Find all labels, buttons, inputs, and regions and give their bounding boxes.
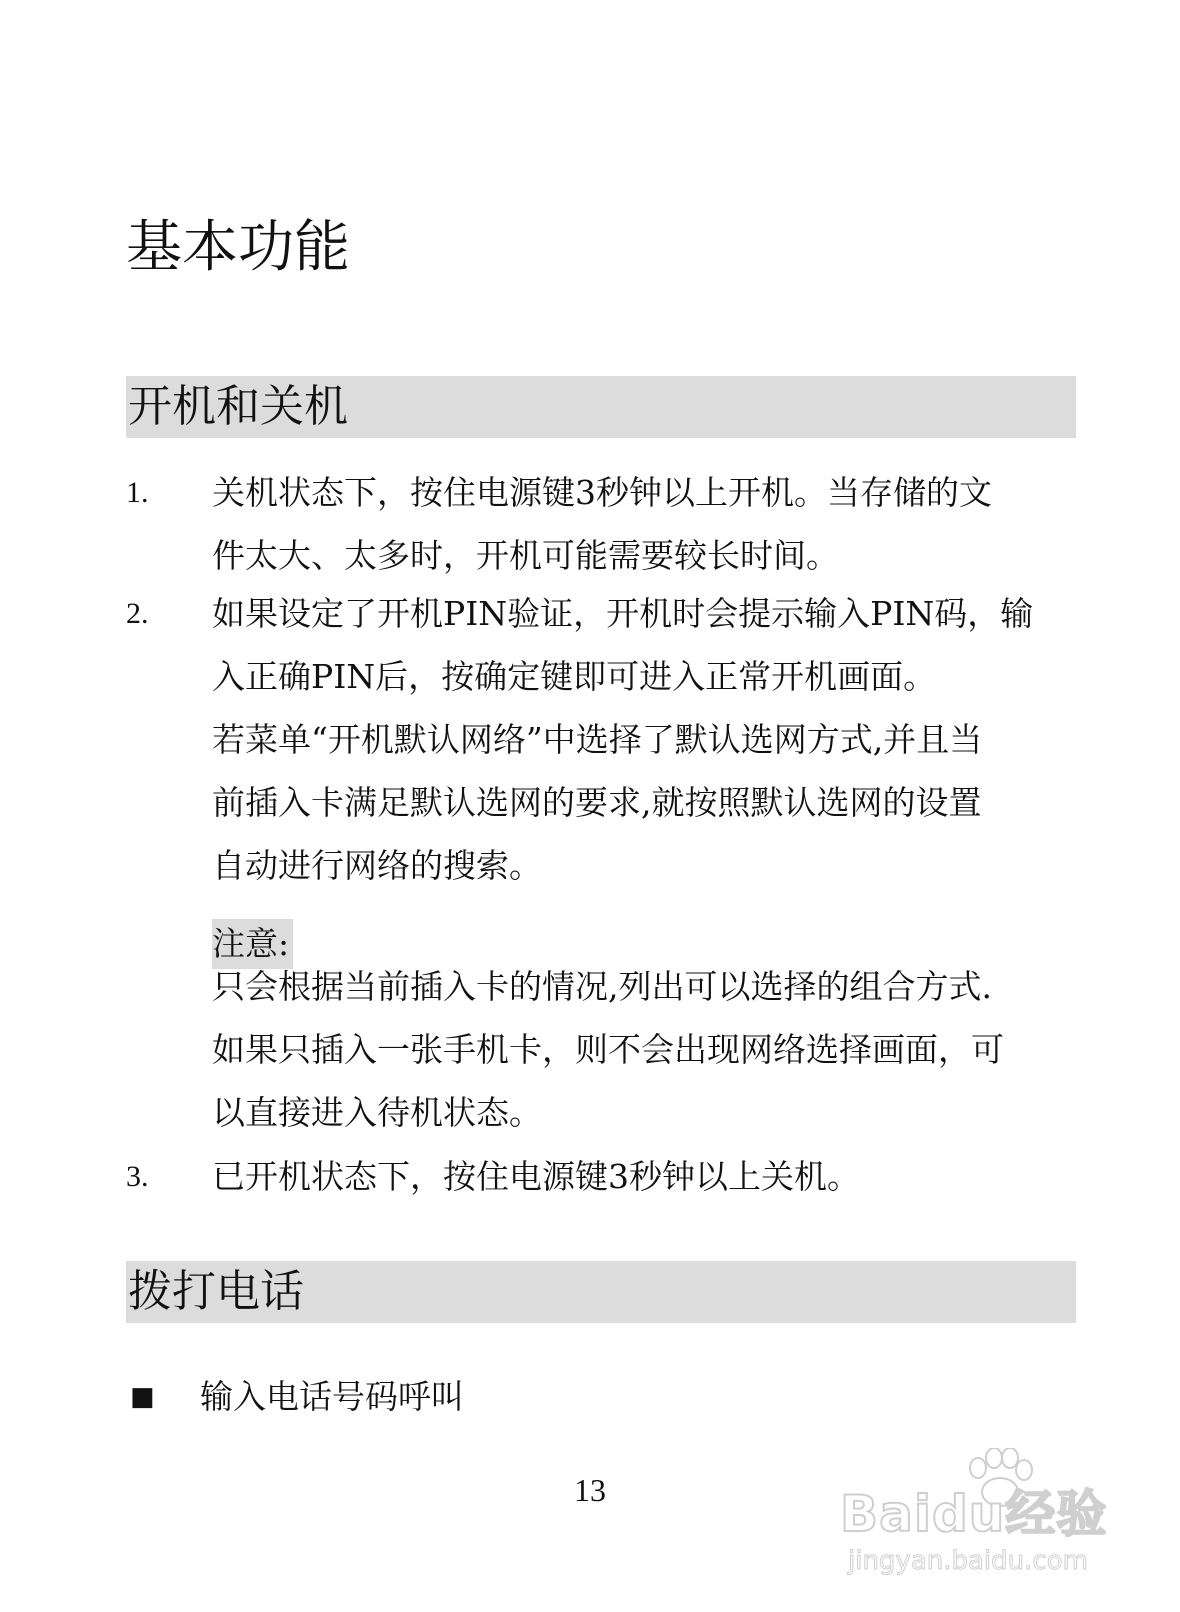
note-label: 注意:	[212, 919, 293, 969]
page-title: 基本功能	[126, 215, 350, 280]
item-1-text	[212, 461, 1078, 587]
bullet-item-dial: 输入电话号码呼叫	[200, 1377, 464, 1416]
watermark-brand: Baidu经验	[840, 1485, 1108, 1543]
section-heading-calls	[126, 1261, 1076, 1323]
note-line-1: 只会根据当前插入卡的情况,列出可以选择的组合方式.	[212, 967, 992, 1006]
note-text	[212, 955, 1078, 1144]
section-heading-calls-text: 拨打电话	[128, 1266, 304, 1317]
item-number-1: 1.	[126, 476, 149, 509]
bullet-square-icon: ■	[130, 1382, 155, 1412]
item-2-line-1: 如果设定了开机PIN验证，开机时会提示输入PIN码，输	[212, 594, 1034, 633]
note-line-3: 以直接进入待机状态。	[212, 1093, 542, 1132]
item-2-line-2-before: 入正确PIN后，按	[212, 657, 475, 696]
item-3-text: 已开机状态下，按住电源键3秒钟以上关机。	[212, 1157, 860, 1196]
item-number-3: 3.	[126, 1160, 149, 1193]
item-1-line-2: 件太大、太多时，开机可能需要较长时间。	[212, 536, 839, 575]
item-2-line-2-after: 即可进入正常开机画面。	[573, 657, 937, 696]
default-network-line-1: 若菜单“开机默认网络”中选择了默认选网方式,并且当	[212, 720, 983, 759]
watermark-url: jingyan.baidu.com	[848, 1546, 1088, 1576]
baidu-watermark	[840, 1448, 1130, 1578]
item-1-line-1: 关机状态下，按住电源键3秒钟以上开机。当存储的文	[212, 473, 992, 512]
section-heading-power-text: 开机和关机	[128, 381, 348, 432]
default-network-line-2: 前插入卡满足默认选网的要求,就按照默认选网的设置	[212, 783, 982, 822]
section-heading-power	[126, 376, 1076, 438]
item-2-text	[212, 582, 1078, 897]
page-number: 13	[574, 1472, 606, 1508]
note-line-2: 如果只插入一张手机卡，则不会出现网络选择画面，可	[212, 1030, 1004, 1069]
item-number-2: 2.	[126, 597, 149, 630]
default-network-line-3: 自动进行网络的搜索。	[212, 846, 542, 885]
confirm-key-label: 确定键	[474, 657, 574, 696]
